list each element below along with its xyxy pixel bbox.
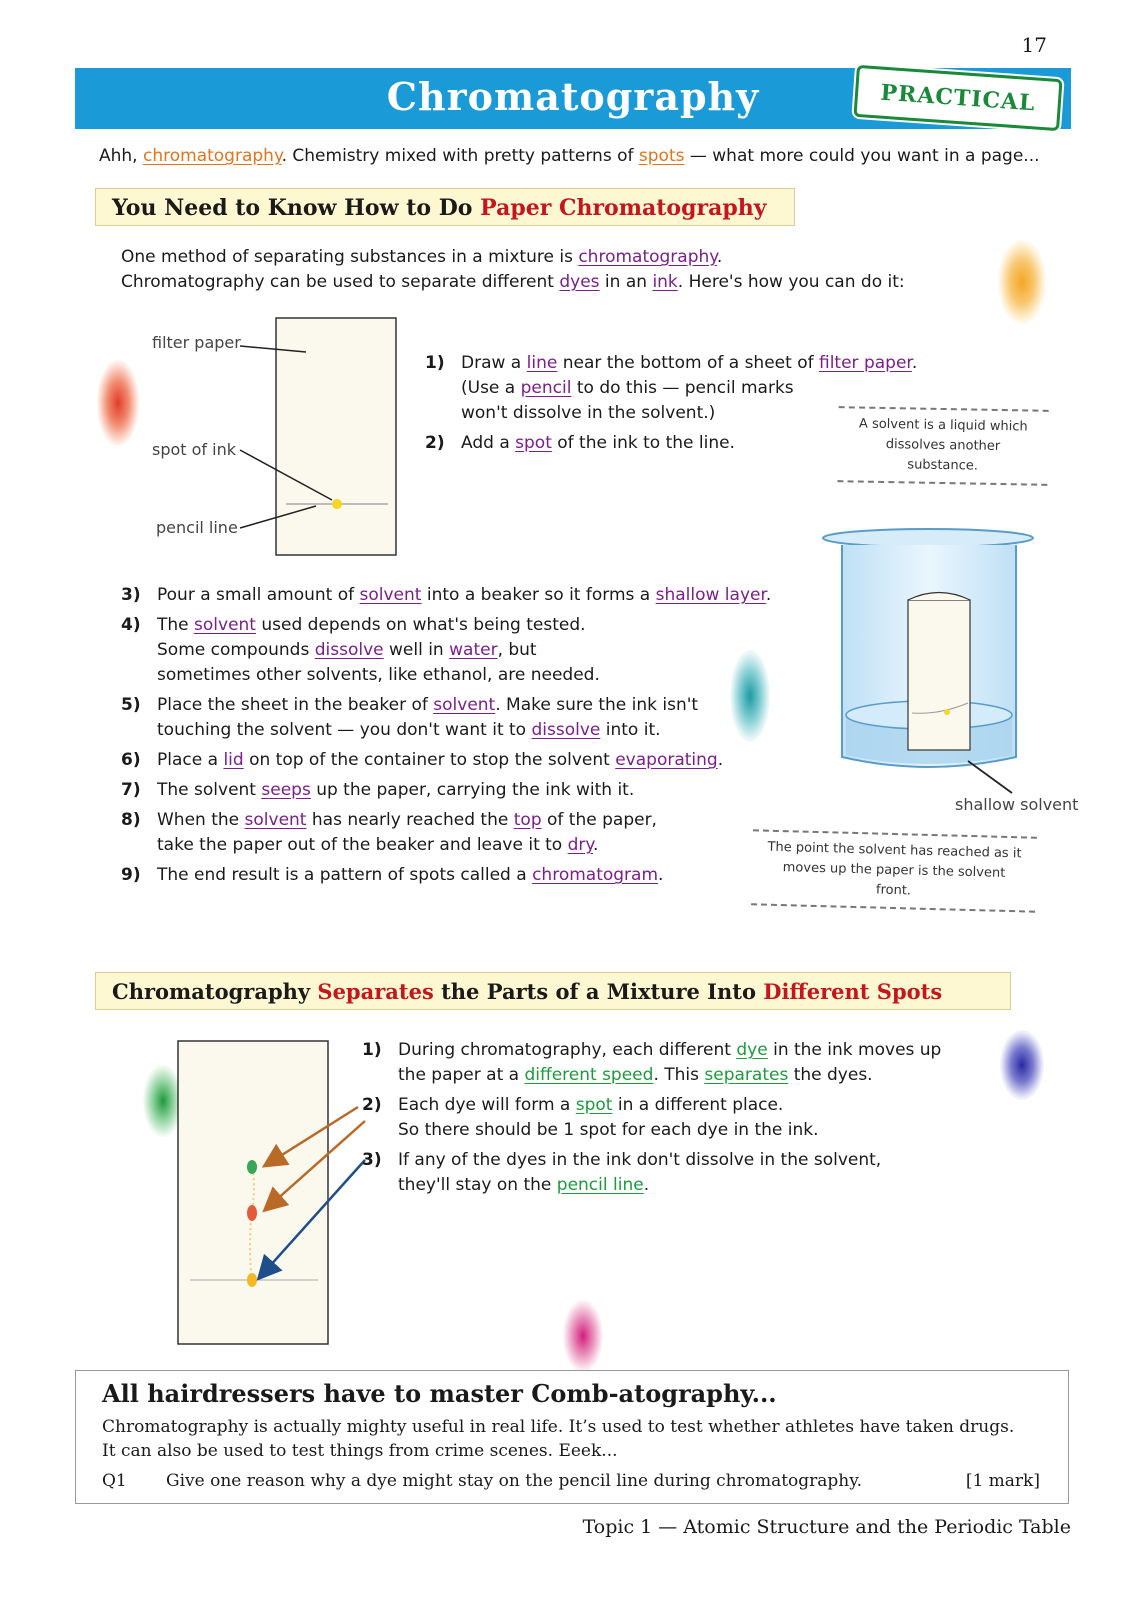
s2-step-1 [362, 1038, 982, 1088]
note-line: The point the solvent has reached as it [767, 839, 1022, 862]
keyword: water [449, 640, 498, 660]
note-line: A solvent is a liquid which [858, 416, 1028, 435]
step-6 [121, 748, 821, 773]
heading-text: You Need to Know How to Do [112, 195, 481, 221]
step-text: During chromatography, each different [398, 1040, 737, 1060]
keyword: line [526, 353, 558, 373]
step-text: . Make sure the ink isn't [495, 695, 699, 715]
step-text: The end result is a pattern of spots called a [157, 865, 533, 885]
step-number: 9) [121, 865, 141, 885]
solvent-definition-note [837, 406, 1048, 486]
summary-box [75, 1370, 1069, 1504]
keyword: solvent [244, 810, 307, 830]
step-number: 3) [362, 1150, 382, 1170]
label-pencil-line: pencil line [156, 518, 238, 537]
keyword: spot [575, 1095, 613, 1115]
keyword: dyes [559, 272, 600, 292]
step-text: of the paper, [541, 810, 657, 830]
step-text: The solvent [157, 780, 262, 800]
keyword: solvent [194, 615, 256, 635]
ink-blob-red [97, 360, 139, 446]
chromatogram-diagram [170, 1035, 385, 1350]
step-text: . [911, 353, 918, 373]
step-text: . [658, 865, 664, 885]
step-text: Some compounds [157, 640, 315, 660]
step-text: (Use a [461, 378, 521, 398]
step-text: . [593, 835, 599, 855]
step-text: they'll stay on the [398, 1175, 557, 1195]
intro-link-chromatography: chromatography [143, 146, 282, 166]
summary-heading: All hairdressers have to master Comb-atography... [102, 1379, 777, 1408]
step-number: 7) [121, 780, 141, 800]
keyword: chromatogram [532, 865, 659, 885]
keyword: seeps [261, 780, 311, 800]
step-4 [121, 613, 821, 688]
intro-line [99, 146, 1040, 166]
step-text: into it. [600, 720, 661, 740]
keyword: top [513, 810, 542, 830]
step-text: to do this — pencil marks [571, 378, 794, 398]
step-number: 1) [362, 1040, 382, 1060]
heading-highlight: Paper Chromatography [480, 195, 767, 221]
keyword: dissolve [531, 720, 601, 740]
step-text: well in [383, 640, 450, 660]
step-text: take the paper out of the beaker and leave it to [157, 835, 568, 855]
label-filter-paper: filter paper [152, 333, 241, 352]
step-number: 6) [121, 750, 141, 770]
note-line: moves up the paper is the solvent front. [782, 860, 1006, 899]
ink-blob-pink [563, 1300, 603, 1372]
step-text: in a different place. [612, 1095, 784, 1115]
keyword: solvent [359, 585, 422, 605]
keyword: evaporating [615, 750, 718, 770]
s2-step-3 [362, 1148, 982, 1198]
summary-line-2: It can also be used to test things from crime scenes. Eeek... [102, 1441, 618, 1461]
keyword: pencil [520, 378, 572, 398]
step-5 [121, 693, 821, 743]
step-text: has nearly reached the [306, 810, 514, 830]
intro-link-spots: spots [638, 146, 685, 166]
section2-steps [362, 1038, 982, 1203]
step-8 [121, 808, 821, 858]
heading-highlight: Different Spots [763, 979, 943, 1004]
step-text: . [717, 750, 724, 770]
step-text: . [643, 1175, 650, 1195]
step-number: 8) [121, 810, 141, 830]
s2-step-2 [362, 1093, 982, 1143]
step-text: If any of the dyes in the ink don't dissolve in the solvent, [398, 1150, 882, 1170]
paper-in-beaker [908, 600, 970, 750]
step-number: 2) [425, 433, 445, 453]
step-text: the paper at a [398, 1065, 525, 1085]
question-label: Q1 [102, 1471, 127, 1491]
step-text: up the paper, carrying the ink with it. [310, 780, 635, 800]
step-text: on top of the container to stop the solvent [243, 750, 616, 770]
intro-text: — what more could you want in a page... [684, 146, 1040, 166]
ink-blob-orange [998, 240, 1046, 324]
heading-highlight: Separates [317, 979, 434, 1004]
keyword: solvent [433, 695, 496, 715]
leader-shallow-solvent [968, 761, 1012, 793]
keyword: pencil line [556, 1175, 644, 1195]
step-text: Place a [157, 750, 224, 770]
ink-blob-blue [1000, 1030, 1044, 1100]
step-3 [121, 583, 821, 608]
dye-spot-red [247, 1205, 257, 1221]
keyword: ink [652, 272, 678, 292]
step-text: in the ink moves up [767, 1040, 942, 1060]
step-text: the dyes. [788, 1065, 873, 1085]
intro-text: . Chemistry mixed with pretty patterns of [281, 146, 639, 166]
step-9 [121, 863, 821, 888]
step-text: used depends on what's being tested. [255, 615, 586, 635]
footer-topic: Topic 1 — Atomic Structure and the Periodic Table [582, 1516, 1071, 1538]
dye-spot-green [247, 1160, 257, 1174]
heading-text: the Parts of a Mixture Into [433, 979, 764, 1004]
keyword: separates [704, 1065, 789, 1085]
beaker-diagram [820, 525, 1045, 810]
section2-heading [95, 972, 1011, 1010]
keyword: shallow layer [655, 585, 766, 605]
para-text: in an [599, 272, 653, 292]
step-text: When the [157, 810, 245, 830]
step-text: Place the sheet in the beaker of [157, 695, 434, 715]
step-number: 3) [121, 585, 141, 605]
heading-text: Chromatography [112, 979, 318, 1004]
keyword: different speed [524, 1065, 654, 1085]
step-number: 2) [362, 1095, 382, 1115]
step-text: Each dye will form a [398, 1095, 576, 1115]
label-spot-of-ink: spot of ink [152, 440, 236, 459]
step-text: So there should be 1 spot for each dye in the ink. [398, 1120, 819, 1140]
keyword: dye [736, 1040, 768, 1060]
step-text: of the ink to the line. [551, 433, 735, 453]
step-7 [121, 778, 821, 803]
step-text: . This [653, 1065, 705, 1085]
section1-heading [95, 188, 795, 226]
step-text: , but [497, 640, 537, 660]
para-text: Chromatography can be used to separate different [121, 272, 560, 292]
question-text: Give one reason why a dye might stay on the pencil line during chromatography. [166, 1471, 863, 1491]
para-text: . Here's how you can do it: [677, 272, 905, 292]
step-number: 1) [425, 353, 445, 373]
beaker-lid [823, 529, 1033, 547]
para-text: . [716, 247, 723, 267]
question-marks: [1 mark] [965, 1471, 1040, 1491]
dye-spot-yellow [247, 1273, 257, 1287]
practical-stamp-text: PRACTICAL [879, 79, 1037, 117]
intro-text: Ahh, [99, 146, 143, 166]
keyword: chromatography [578, 247, 717, 267]
note-line: dissolves another substance. [885, 437, 1001, 474]
step-text: Pour a small amount of [157, 585, 360, 605]
solvent-front-note [751, 829, 1037, 912]
chromatogram-paper [178, 1041, 328, 1344]
step-text: Draw a [461, 353, 527, 373]
keyword: dry [567, 835, 594, 855]
keyword: lid [223, 750, 244, 770]
page-number: 17 [1021, 33, 1047, 57]
step-number: 5) [121, 695, 141, 715]
section1-paragraph [121, 245, 905, 295]
step-number: 4) [121, 615, 141, 635]
step-text: near the bottom of a sheet of [557, 353, 819, 373]
paper-ink-spot [944, 709, 950, 715]
step-text: won't dissolve in the solvent.) [461, 403, 716, 423]
keyword: filter paper [819, 353, 912, 373]
ink-spot [332, 499, 342, 509]
filter-paper-sheet [276, 318, 396, 555]
step-text: sometimes other solvents, like ethanol, are needed. [157, 665, 600, 685]
label-shallow-solvent: shallow solvent [955, 795, 1079, 814]
summary-line-1: Chromatography is actually mighty useful in real life. It’s used to test whether athletes have taken drugs. [102, 1417, 1015, 1437]
step-text: The [157, 615, 195, 635]
para-text: One method of separating substances in a mixture is [121, 247, 579, 267]
step-text: into a beaker so it forms a [421, 585, 656, 605]
steps-3-9 [121, 583, 821, 893]
step-text: Add a [461, 433, 516, 453]
step-text: touching the solvent — you don't want it to [157, 720, 532, 740]
keyword: spot [515, 433, 552, 453]
keyword: dissolve [314, 640, 384, 660]
step-text: . [765, 585, 772, 605]
page-title: Chromatography [386, 74, 760, 119]
